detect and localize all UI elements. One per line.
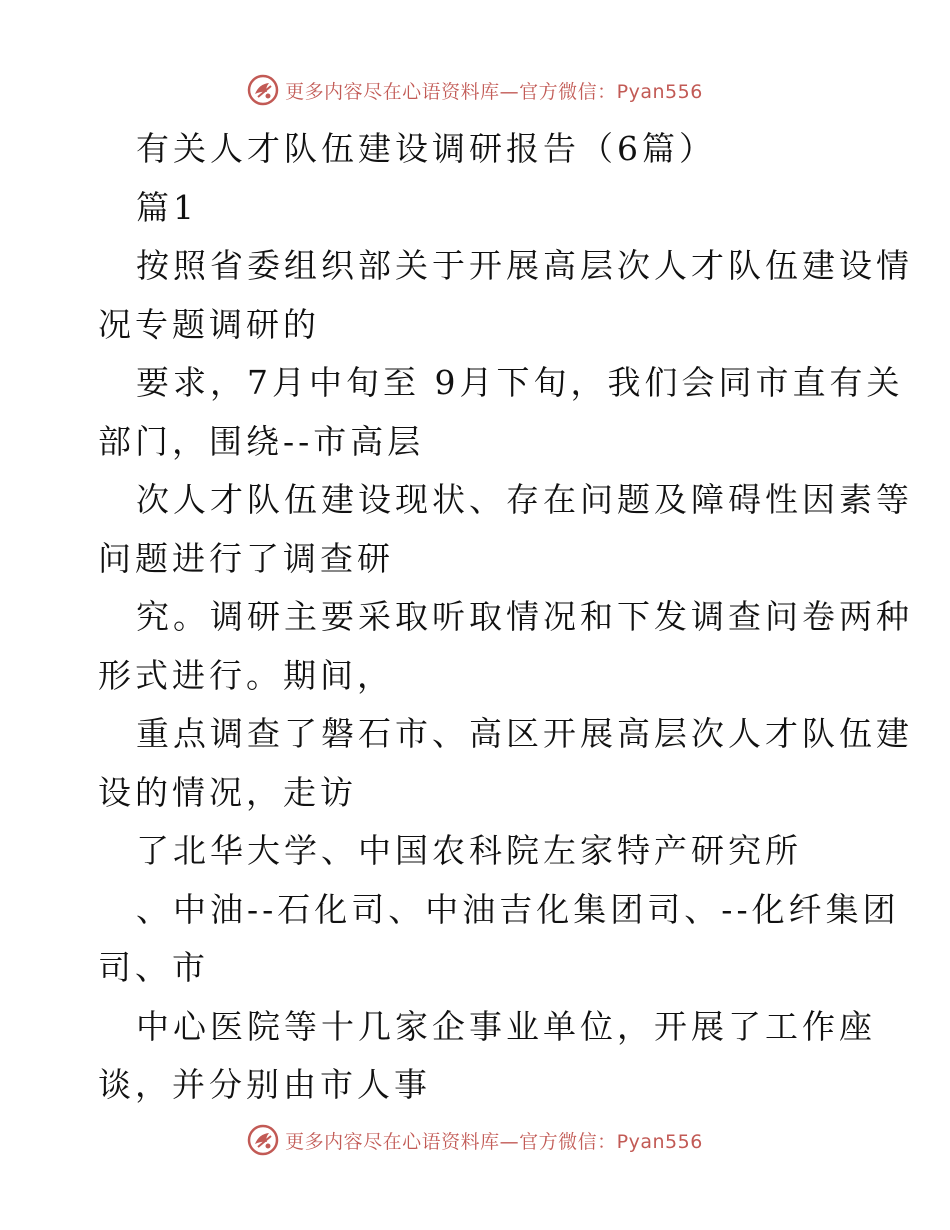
paragraph-line: 要求，7月中旬至 9月下旬，我们会同市直有关 bbox=[136, 363, 904, 402]
header-watermark bbox=[0, 70, 950, 110]
paragraph-line: 、中油--石化司、中油吉化集团司、--化纤集团 bbox=[136, 889, 900, 929]
paragraph-line: 部门，围绕--市高层 bbox=[98, 421, 425, 461]
document-title: 有关人才队伍建设调研报告（6篇） bbox=[136, 129, 716, 168]
paragraph-line: 按照省委组织部关于开展高层次人才队伍建设情 bbox=[136, 246, 913, 285]
paragraph-line: 况专题调研的 bbox=[98, 304, 320, 344]
paragraph-line: 了北华大学、中国农科院左家特产研究所 bbox=[136, 831, 802, 870]
logo-icon bbox=[247, 74, 279, 106]
paragraph-line: 问题进行了调查研 bbox=[98, 538, 394, 578]
watermark-text: 更多内容尽在心语资料库—官方微信：Pyan556 bbox=[285, 80, 703, 103]
section-heading: 篇1 bbox=[136, 187, 198, 227]
paragraph-line: 谈，并分别由市人事 bbox=[98, 1065, 431, 1104]
paragraph-line: 中心医院等十几家企事业单位，开展了工作座 bbox=[136, 1006, 876, 1046]
footer-watermark bbox=[0, 1120, 950, 1160]
paragraph-line: 形式进行。期间， bbox=[98, 655, 394, 695]
document-body bbox=[98, 120, 913, 1115]
paragraph-line: 究。调研主要采取听取情况和下发调查问卷两种 bbox=[136, 597, 913, 636]
watermark-text: 更多内容尽在心语资料库—官方微信：Pyan556 bbox=[285, 1130, 703, 1153]
paragraph-line: 重点调查了磐石市、高区开展高层次人才队伍建 bbox=[136, 714, 913, 753]
paragraph-line: 设的情况，走访 bbox=[98, 772, 357, 812]
logo-icon bbox=[247, 1124, 279, 1156]
paragraph-line: 次人才队伍建设现状、存在问题及障碍性因素等 bbox=[136, 480, 913, 519]
paragraph-line: 司、市 bbox=[98, 948, 209, 987]
